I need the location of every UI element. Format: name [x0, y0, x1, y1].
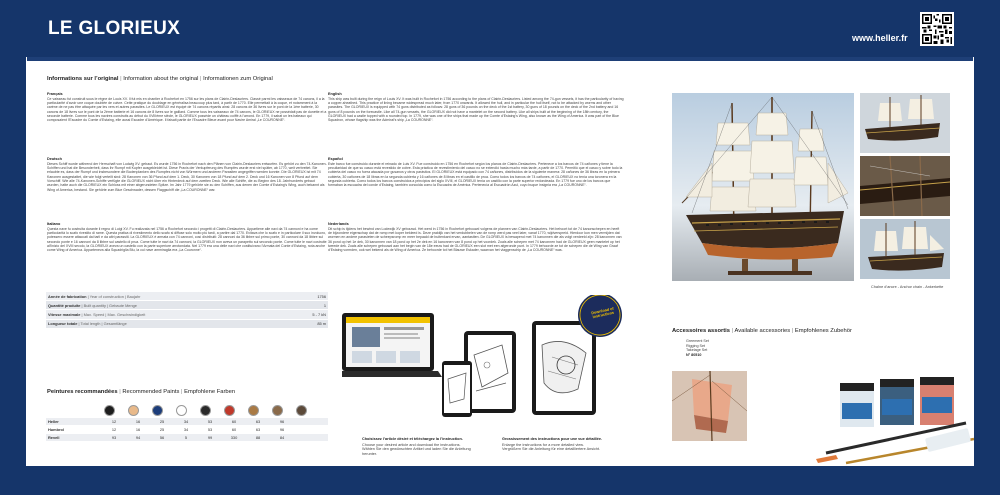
instructions-right-text: Grossissement des instructions pour une vue détaillée. Enlarge the instructions for a more detailed view. Vergrößern Sie die Anleitung für eine detailliertere Ansicht.	[502, 437, 603, 451]
rigging-set-photo	[672, 371, 747, 441]
info-heading: Informations sur l’original | Information about the original | Informationen zum Original	[47, 76, 273, 82]
ship-detail-photo-1	[860, 93, 950, 153]
instructions-left-text: Choisissez l’article désiré et téléchargez la l’instruction. Choose your desired article and download the instructions. Wählen Sie den gewünschten Artikel und laden Sie die Anleitung herunter.	[362, 437, 471, 456]
paint-swatch	[248, 405, 259, 416]
accessory-item: Greement Set	[686, 339, 709, 343]
content-sheet	[26, 57, 974, 466]
paints-brushes-photo	[816, 363, 974, 466]
accessories-heading: Accessoires assortis | Available accessories | Empfohlenes Zubehör	[672, 328, 852, 334]
paint-swatch	[272, 405, 283, 416]
ship-main-photo	[672, 93, 854, 281]
ship-detail-photo-2	[860, 156, 950, 216]
paint-swatch	[104, 405, 115, 416]
spec-row: Longueur totale | Total length | Gesamtlänge 85 m	[46, 319, 328, 328]
instructions-illustration	[342, 295, 642, 465]
paint-row-heller: Heller 12 16 25 34 53 60 63 96	[46, 418, 328, 425]
paint-swatch	[128, 405, 139, 416]
paint-row-revell: Revell 93 94 56 5 99 330 88 84	[46, 434, 328, 441]
spec-row: Année de fabrication | Year of construction | Baujahr 1756	[46, 292, 328, 301]
text-block-nl: Nederlands Dit schip is tijdens het bewind van Lodewijk XV gebouwd. Het werd in 1756 in Rochefort gebouwd volgens de plannen van Clairin-Deslauriers. Het behoort tot de 74 kanonschepen en heeft de bijzondere eigenschap dat de romp met koper bekleed is. Deze praktijk van het verdubbelen van de romp werd pas veel later, vanaf 1770, wijdverspreid. Hierdoor kon men vermijden dat wormen en andere parasieten de scheepsromp en meer bepaald de buitenkant ervan, aantastten. De GLORIEUX is bewapend met 74 kanonnen die als volgt verdeeld zijn: 28 kanonnen van 36 pond op het 1e dek, 30 kanonnen van 18 pond op het 2e dek en 16 kanonnen van 8 pond op het voordek. Zoals alle schepen met 74 kanonnen had de GLORIEUX geen mantelet op het tweede dek. Zoals alle schepen gebouwd aan het begin van de 18e eeuw had de GLORIEUX een slot met een afgeronde punt. In 1779 behoorde ze tot de schepen die de Wing van Graaf d’Estaing vormden, ook wel bekend als de Wing of America. Ze behoorde tot het Blauwe Eskader, waarvan het vlaggenschip de „La COURONNE“ was.	[328, 222, 622, 253]
paint-swatch	[200, 405, 211, 416]
paint-swatch	[296, 405, 307, 416]
qr-code-icon	[920, 12, 954, 46]
paint-swatch	[152, 405, 163, 416]
paints-heading: Peintures recommandées | Recommended Paints | Empfohlene Farben	[47, 389, 236, 395]
accessories-list	[686, 339, 709, 357]
accessory-ref: N° 80510	[686, 352, 702, 357]
spec-table	[46, 292, 328, 329]
accessory-item: Takelage Set	[686, 348, 708, 353]
paint-row-humbrol: Humbrol 12 16 25 34 53 60 63 96	[48, 427, 285, 432]
sheet-top-rule	[27, 57, 973, 61]
text-block-fr: Français Ce vaisseau fut construit sous le règne de Louis XV. Il fut mis en chantier à Rochefort en 1756 sur les plans de Clairin-Deslauriers. Classé parmi les vaisseaux de 74 canons, il a la particularité d’avoir une coque doublée de cuivre. Cette pratique du doublage en généralisa beaucoup plus tard, à partir de 1770. Elle permettait à la coque, et notamment à la carène de ne pas être attaquée par les vers et autres parasites. Le GLORIEUX est équipé de 74 canons répartis ainsi: 28 canons de 36 livres sur le pont de la 1ère batterie, 30 canons de 18 livres sur le pont de la 2ème batterie et 16 canons de 8 livres sur le gaillard. Comme tous les vaisseaux de 74 canons, le GLORIEUX ne possédait pas de dunette et a seconde batterie. Comme tous les navires construits au début du XVIIIème siècle, le GLORIEUX possède un château coiffé à l’arrond. En 1779, il sabat un les bateaux qui composaient l’Escadre du Comte d’Estaing, elle aussi Escadre d’Amérique. Il faisait partie de l’Escadre Bleue avant pour Navire Amiral „Le COURONNE“.	[47, 92, 327, 123]
spec-row: Vitesse maximale | Max. Speed | Max. Geschwindigkeit 5 - 7 kN	[46, 310, 328, 319]
ship-detail-photo-3	[860, 219, 950, 279]
paint-swatch	[224, 405, 235, 416]
text-block-en: English This ship was built during the reign of Louis XV. It was built in Rochefort in 1756 according to the plans of Clairin-Deslauriers. Listed among the 74-gun vessels, it has the particularity of having a copper-sheathed. This practice of lining became widespread much later, from 1770 onwards. It allowed the hull, and in particular the hull itself, not to be attacked by worms and other parasites. The GLORIEUX is equipped with 74 guns distributed as follows: 28 guns of 36 pounds on the deck of the 1st battery, 30 guns of 18 pounds on the deck of the 2nd battery and 16 guns of 8 pounds on the forecastle. Like all 74-gun vessels, the GLORIEUX did not have a mantelet on the second battery. Like all ships built at the beginning of the 18th century, the GLORIEUX had a castle topped with a rounded top. In 1779, she was one of the ships that made up the Comte d’Estaing’s Wing, also known as the Wing of America. It was part of the Blue Squadron, whose flagship was the Admiral’s ship „La COURONNE“.	[328, 92, 624, 123]
text-block-de: Deutsch Dieses Schiff wurde während der Herrschaft von Ludwig XV. gebaut. Es wurde 1756 in Rochefort nach den Plänen von Clairin-Deslauriers entwurfen. Es gehört zu den 74-Kanonen-Schiffen und hat die Besonderheit, dass ihr Rumpf mit Kupfer ausgekleidet ist. Diese Praxis der Verkupferung des Rumpfes wurde erst viel später, ab 1770, weit verbreitet. Sie erlaubte es, dass der Rumpf und insbesondere die Bodenplanken des Rumpfes nicht von Würmern und anderen Parasiten angegriffen werden konnte. Die GLORIEUX ist mit 74 Kanonen ausgestattet, die wie folgt verteilt sind: 28 Kanonen von 36 Pfund auf dem 1. Deck, 30 Kanonen von 18 Pfund auf dem 2. Deck und 16 Kanonen von 8 Pfund auf dem Vorschiff. Wie alle 74-Kanonen-Schiffe verfügte die GLORIEUX nicht über ein Hinterdeck auf dem zweiten Deck. Wie alle Schiffe, die zu Beginn des 18. Jahrhunderts gebaut wurden, hatte auch die GLORIEUX ein Schloss mit einer abgerundeten Spitze. Im Jahr 1779 gehörte sie zu den Schiffen, aus denen der Comte d’Estaing’s Wing, auch bekannt als Wing of America, bestand. Sie gehörte zum Blue Geschwader, dessen Flaggschiff die „La COURONNE“ war.	[47, 157, 327, 192]
text-block-it: Italiano Questa nave fu costruita durante il regno di Luigi XV. Fu realizzata nel 1756 a Rochefort secondo i progetti di Clairin-Deslauriers. Appartiene alle navi da 74 cannoni e ha come particolarità lo scafo rivestito di rame. Questa pratica di rivestimento dello scafo si diffuse solo molto più tardi, a partire dal 1770. Evitava che lo scafo e in particolare il suo involucro, potessero essere attaccati dai tarli e da altri parassiti. La GLORIEUX è armata con 74 cannoni, così distribuiti: 28 cannoni da 36 libbre sul primo ponte, 30 cannoni da 18 libbre sul secondo ponte e 16 cannoni da 8 libbre sul castello di prua. Come tutte le navi da 74 cannoni, la GLORIEUX non aveva un parapetto sul secondo ponte. Come tutte le navi costruite all’inizio del XVIII secolo, la GLORIEUX aveva un castello con la parte superiore arrotondata. Nel 1779 era una delle navi che costituivano l’Armata del Conte d’Estaing, nota anche come Wing of America. Apparteneva alla Squadriglia Blu, la cui nave ammiraglia era „La Couronne“.	[47, 222, 327, 253]
paint-swatch	[176, 405, 187, 416]
product-title: LE GLORIEUX	[48, 18, 181, 39]
download-badge[interactable]: Download of instructions	[590, 306, 615, 320]
spec-row: Quantité produite | Built quantity | Gebaute Menge 1	[46, 301, 328, 310]
website-url[interactable]: www.heller.fr	[852, 33, 908, 43]
accessory-item: Rigging Set	[686, 343, 706, 348]
ship-photo-caption: Chaîne d’ancre - Anchor chain - Ankerkette	[871, 285, 944, 289]
text-block-es: Español Este barco fue construido durante el reinado de Luis XV. Fue construido en 1756 en Rochefort según los planos de Clairin-Deslauriers. Pertenece a los barcos de 74 cañones y tiene la peculiaridad de que su casco está revestido de cobre. Esta práctica de revestimiento del casco no se extendió hasta mucho más tarde, a partir de 1770. Permitió que el casco y sobre todo la cubierta del casco no fuera atacada por gusanos y otros parásitos. El GLORIEUX está equipado con 74 cañones, distribuidos de la siguiente manera: 28 cañones de 36 libras en la primera cubierta, 30 cañones de 18 libras en la segunda cubierta y 16 cañones de 8 libras en el castillo de proa. Como todos los barcos de 74 cañones, el GLORIEUX no tenía una toronera en la segunda cubierta. Como todos los barcos construidos a principios del siglo XVIII, el GLORIEUX tenía un castillo con la parte superior redondeada. En 1779 fue uno de los barcos que formaban la escuadra del conde d’Estaing, también conocida como la Escuadra de América. Pertenecía al Escuadrón Azul, cuyo buque insignia era „La COURONNE“.	[328, 157, 623, 188]
